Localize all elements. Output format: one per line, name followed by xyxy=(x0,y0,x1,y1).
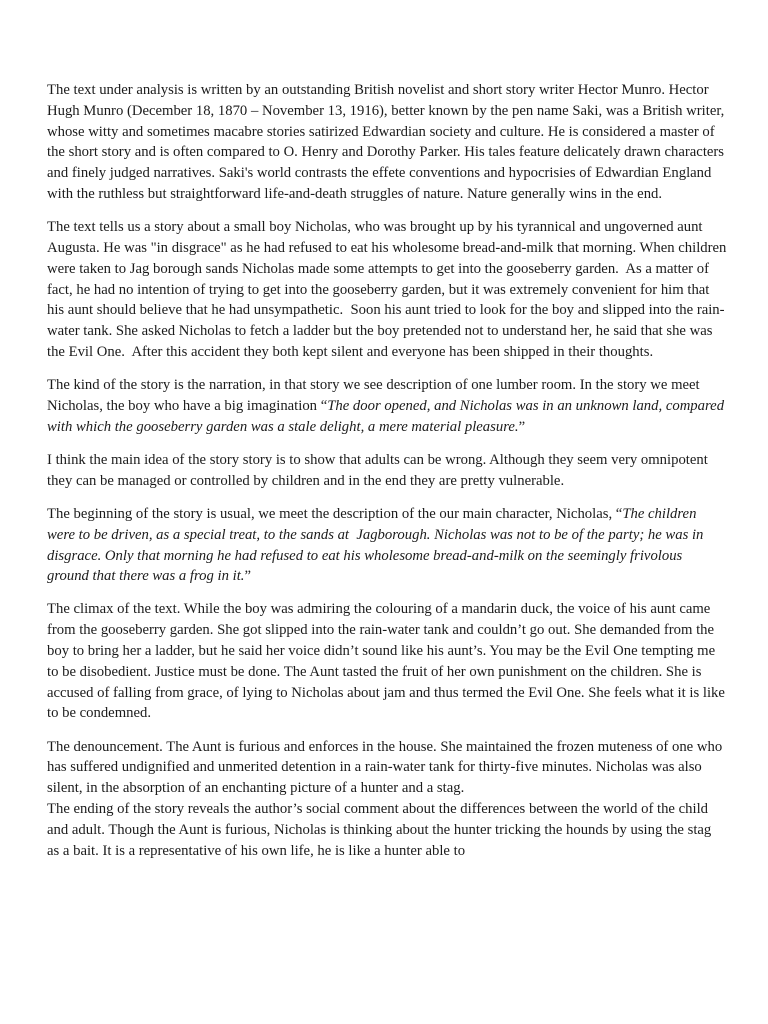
document-body xyxy=(47,80,731,861)
paragraph-text: The climax of the text. While the boy was admiring the colouring of a mandarin duck, the voice of his aunt came from the gooseberry garden. She got slipped into the rain-water tank and couldn’t go out. She demanded from the boy to bring her a ladder, but he said her voice didn’t sound like his aunt’s. You may be the Evil One tempting me to be disobedient. Justice must be done. The Aunt tasted the fruit of her own punishment on the children. She is accused of falling from grace, of lying to Nicholas about jam and thus termed the Evil One. She feels what it is like to be condemned. xyxy=(47,601,729,722)
paragraph-summary xyxy=(47,217,731,363)
paragraph-text: The kind of the story is the narration, in that story we see description of one lumber room. In the story we meet Nicholas, the boy who have a big imagination “ xyxy=(47,377,704,414)
paragraph-text: The denouncement. The Aunt is furious and enforces in the house. She maintained the frozen muteness of one who has suffered undignified and unmerited detention in a rain-water tank for thirty-five minutes. Nicholas was also silent, in the absorption of an enchanting picture of a hunter and a stag. xyxy=(47,738,726,797)
closing-quote-mark: ” xyxy=(244,568,252,585)
paragraph-text: The beginning of the story is usual, we meet the description of the our main character, Nicholas, “ xyxy=(47,505,623,522)
paragraph-text: I think the main idea of the story story is to show that adults can be wrong. Although they seem very omnipotent they can be managed or controlled by children and in the end they are pretty vulnerable. xyxy=(47,451,712,489)
paragraph-text: The text under analysis is written by an outstanding British novelist and short story writer Hector Munro. Hector Hugh Munro (December 18, 1870 – November 13, 1916), better known by the pen name Saki, was a British writer, whose witty and sometimes macabre stories satirized Edwardian society and culture. He is considered a master of the short story and is often compared to O. Henry and Dorothy Parker. His tales feature delicately drawn characters and finely judged narratives. Saki's world contrasts the effete conventions and hypocrisies of Edwardian England with the ruthless but straightforward life-and-death struggles of nature. Nature generally wins in the end. xyxy=(47,82,729,202)
paragraph-beginning xyxy=(47,504,727,587)
closing-quote-mark: ” xyxy=(518,418,526,435)
quotation: The door opened, and Nicholas was in an unknown land, compared with which the gooseberry garden was a stale delight, a mere material pleasure. xyxy=(47,397,728,435)
quotation: The children were to be driven, as a special treat, to the sands at Jagborough. Nicholas was not to be of the party; he was in disgrace. Only that morning he had refused to eat his wholesome bread-and-milk on the seemingly frivolous ground that there was a frog in it. xyxy=(47,505,708,585)
paragraph-text: The text tells us a story about a small boy Nicholas, who was brought up by his tyrannical and ungoverned aunt Augusta. He was "in disgrace" as he had refused to eat his wholesome bread-and-milk that morning. When children were taken to Jag borough sands Nicholas made some attempts to get into the gooseberry garden. As a matter of fact, he had no intention of trying to get into the gooseberry garden, but it was extremely convenient for him that his aunt should believe that he had unsympathetic. Soon his aunt tried to look for the boy and slipped into the rain-water tank. She asked Nicholas to fetch a ladder but the boy pretended not to understand her, he said that she was the Evil One. After this accident they both kept silent and everyone has been shipped in their thoughts. xyxy=(47,219,731,360)
paragraph-ending xyxy=(47,799,727,861)
paragraph-main-idea xyxy=(47,450,727,492)
paragraph-intro xyxy=(47,80,727,205)
paragraph-denouncement xyxy=(47,737,727,799)
paragraph-climax xyxy=(47,599,727,724)
paragraph-text: The ending of the story reveals the author’s social comment about the differences between the world of the child and adult. Though the Aunt is furious, Nicholas is thinking about the hunter tricking the hounds by using the stag as a bait. It is a representative of his own life, he is like a hunter able to xyxy=(47,801,715,859)
paragraph-kind-of-story xyxy=(47,375,727,437)
